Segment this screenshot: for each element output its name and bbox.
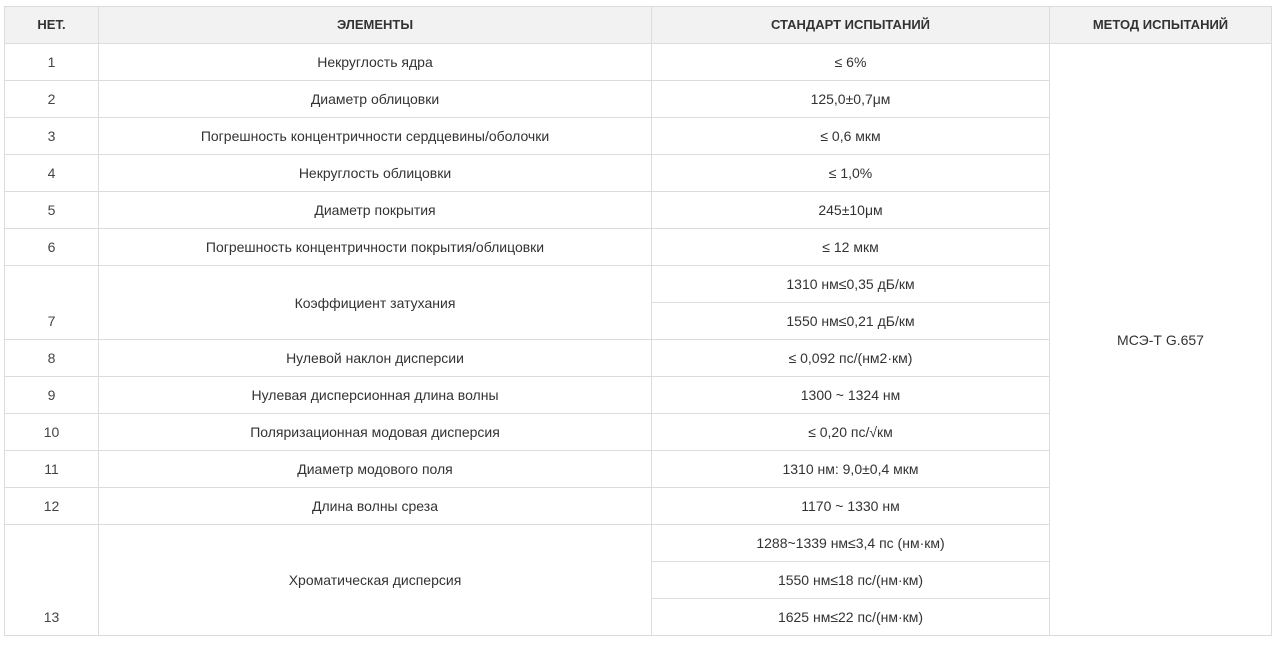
row-element: Нулевой наклон дисперсии [99, 340, 652, 377]
table-body [5, 44, 1272, 636]
header-method: МЕТОД ИСПЫТАНИЙ [1050, 7, 1272, 44]
row-standard: ≤ 1,0% [652, 155, 1050, 192]
row-element: Диаметр облицовки [99, 81, 652, 118]
row-standard: 1310 нм≤0,35 дБ/км [652, 266, 1050, 303]
row-number: 4 [5, 155, 99, 192]
row-standard: 1550 нм≤18 пс/(нм·км) [652, 562, 1050, 599]
fiber-spec-table [4, 6, 1272, 636]
row-standard: ≤ 12 мкм [652, 229, 1050, 266]
row-number: 10 [5, 414, 99, 451]
row-standard: 1310 нм: 9,0±0,4 мкм [652, 451, 1050, 488]
row-number: 9 [5, 377, 99, 414]
row-standard: ≤ 6% [652, 44, 1050, 81]
row-element: Некруглость ядра [99, 44, 652, 81]
method-value: МСЭ-Т G.657 [1050, 44, 1272, 636]
header-no: НЕТ. [5, 7, 99, 44]
row-standard: ≤ 0,6 мкм [652, 118, 1050, 155]
row-element: Диаметр модового поля [99, 451, 652, 488]
row-element: Погрешность концентричности сердцевины/оболочки [99, 118, 652, 155]
row-number: 12 [5, 488, 99, 525]
row-number: 8 [5, 340, 99, 377]
row-standard: 1170 ~ 1330 нм [652, 488, 1050, 525]
row-element: Поляризационная модовая дисперсия [99, 414, 652, 451]
row-number: 3 [5, 118, 99, 155]
row-number: 11 [5, 451, 99, 488]
row-element: Длина волны среза [99, 488, 652, 525]
table-row [5, 44, 1272, 81]
row-element: Коэффициент затухания [99, 266, 652, 340]
row-standard: 1625 нм≤22 пс/(нм·км) [652, 599, 1050, 636]
row-number: 1 [5, 44, 99, 81]
header-elements: ЭЛЕМЕНТЫ [99, 7, 652, 44]
row-element: Погрешность концентричности покрытия/облицовки [99, 229, 652, 266]
row-number: 13 [5, 525, 99, 636]
row-standard: 125,0±0,7μм [652, 81, 1050, 118]
row-standard: 1288~1339 нм≤3,4 пс (нм·км) [652, 525, 1050, 562]
table-header-row [5, 7, 1272, 44]
row-element: Некруглость облицовки [99, 155, 652, 192]
row-standard: 1300 ~ 1324 нм [652, 377, 1050, 414]
row-element: Хроматическая дисперсия [99, 525, 652, 636]
row-element: Нулевая дисперсионная длина волны [99, 377, 652, 414]
row-standard: ≤ 0,092 пс/(нм2·км) [652, 340, 1050, 377]
header-standard: СТАНДАРТ ИСПЫТАНИЙ [652, 7, 1050, 44]
row-standard: 1550 нм≤0,21 дБ/км [652, 303, 1050, 340]
row-standard: ≤ 0,20 пс/√км [652, 414, 1050, 451]
row-number: 2 [5, 81, 99, 118]
row-standard: 245±10μм [652, 192, 1050, 229]
row-number: 5 [5, 192, 99, 229]
row-number: 6 [5, 229, 99, 266]
row-element: Диаметр покрытия [99, 192, 652, 229]
row-number: 7 [5, 266, 99, 340]
spec-table-container [4, 6, 1272, 636]
